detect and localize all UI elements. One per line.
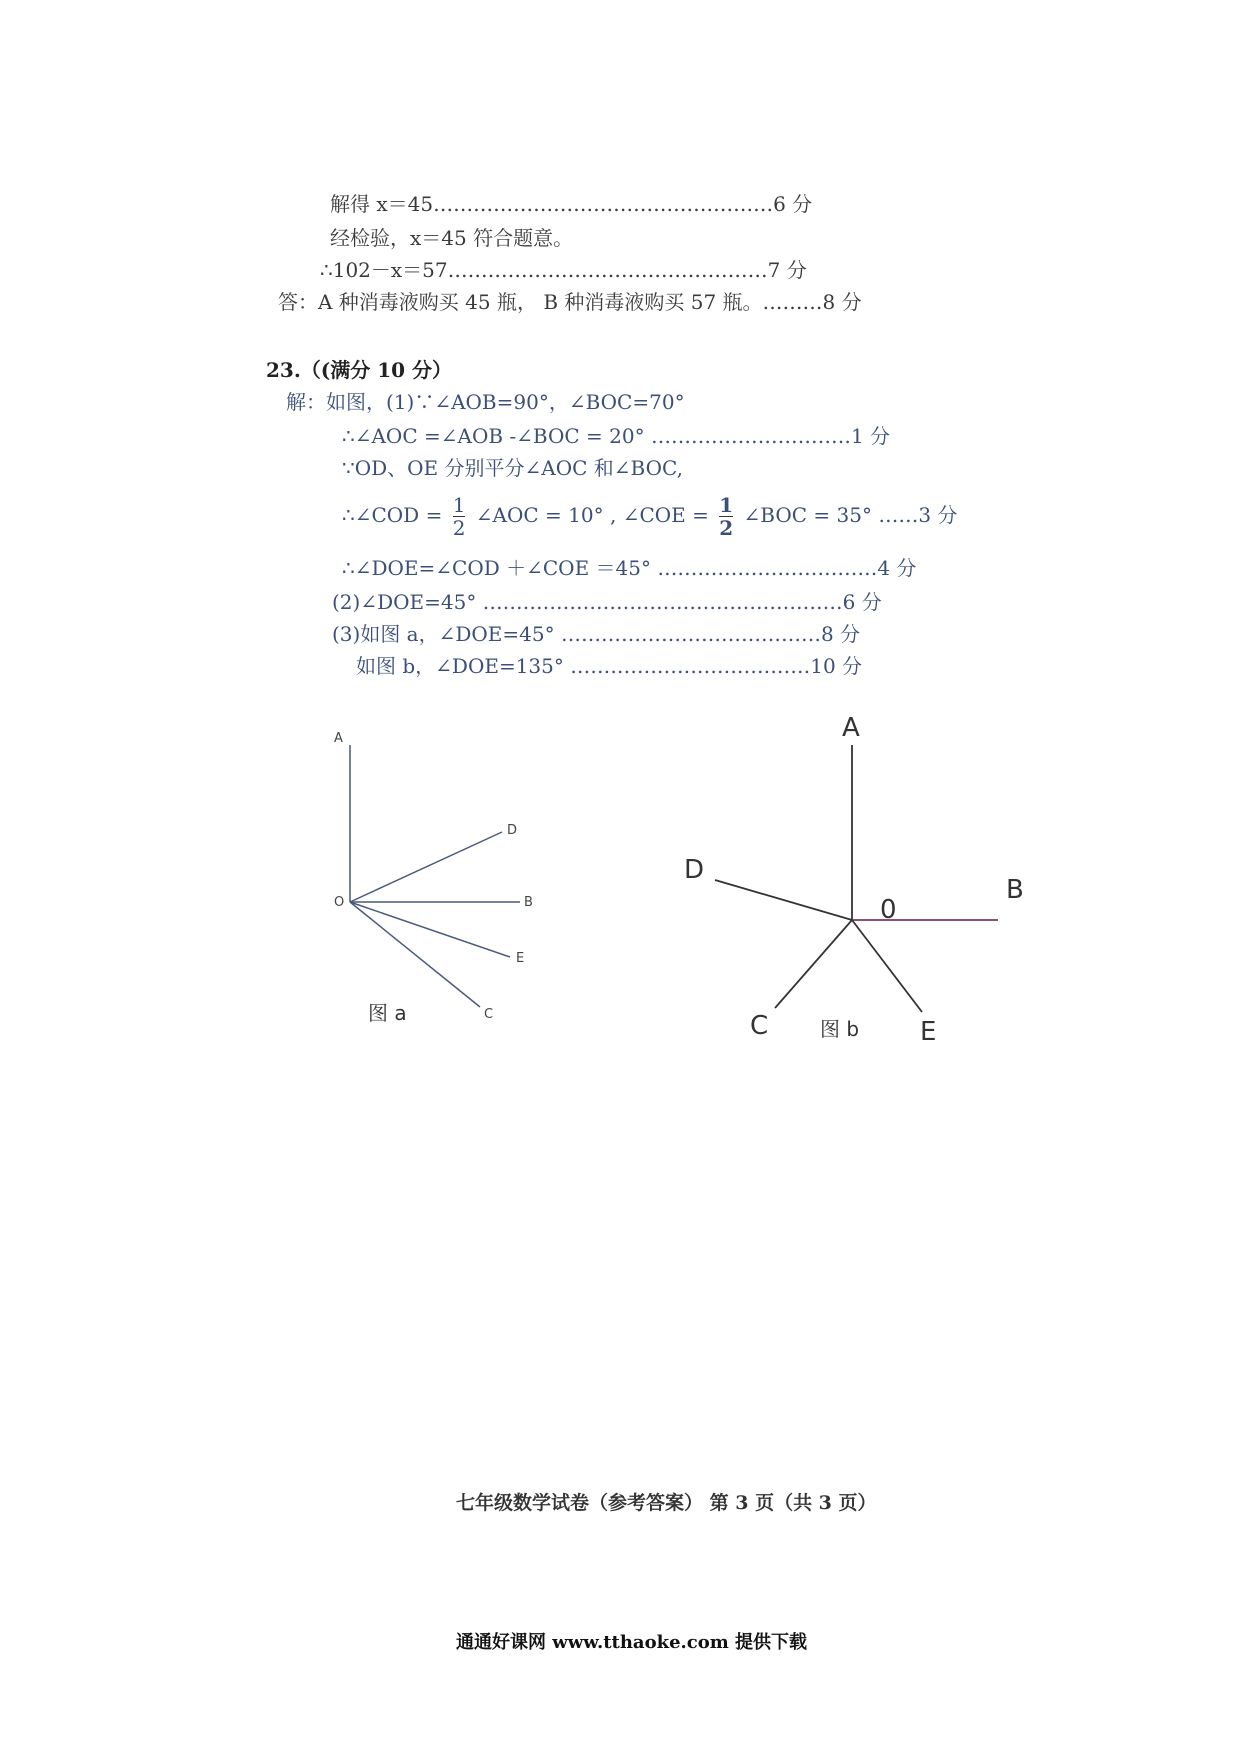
fig-a-label-d: D — [507, 823, 518, 838]
ray-od-b — [715, 880, 852, 920]
solution-step-3: ∵OD、OE 分别平分∠AOC 和∠BOC, — [342, 456, 683, 480]
step-4-part-c: ∠BOC = 35° ……3 分 — [743, 503, 958, 527]
fraction-denominator: 2 — [452, 516, 466, 540]
solution-step-2: ∴∠AOC =∠AOB -∠BOC = 20° …………………………1 分 — [342, 424, 891, 448]
ray-oe — [350, 902, 510, 957]
ray-od — [350, 832, 502, 902]
figure-a — [350, 745, 520, 1007]
solution-part-3b: 如图 b，∠DOE=135° ………………………………10 分 — [356, 654, 863, 678]
step-4-part-a: ∴∠COD = — [342, 503, 443, 527]
fig-a-label-a: A — [334, 731, 343, 746]
fig-b-label-o: 0 — [880, 895, 897, 925]
ray-oe-b — [852, 920, 922, 1012]
fig-b-caption: 图 b — [820, 1017, 860, 1041]
fig-b-label-c: C — [750, 1011, 769, 1041]
download-credit: 通通好课网 www.tthaoke.com 提供下载 — [456, 1632, 808, 1653]
fig-a-label-b: B — [524, 895, 533, 910]
fig-a-label-c: C — [484, 1007, 494, 1022]
answer-line: 答：A 种消毒液购买 45 瓶， B 种消毒液购买 57 瓶。………8 分 — [278, 290, 862, 314]
fig-b-label-b: B — [1006, 875, 1024, 905]
fraction-numerator-2: 1 — [719, 493, 734, 517]
question-23-heading: 23.（(满分 10 分） — [266, 358, 453, 382]
fig-a-label-e: E — [516, 951, 525, 966]
solution-part-3a: (3)如图 a，∠DOE=45° …………………………………8 分 — [332, 622, 861, 646]
solution-part-2: (2)∠DOE=45° ………………………………………………6 分 — [332, 590, 882, 614]
fig-a-caption: 图 a — [368, 1001, 407, 1025]
fraction-numerator: 1 — [452, 493, 466, 517]
solution-step-1: 解：如图，(1)∵∠AOB=90°，∠BOC=70° — [286, 390, 685, 414]
fig-a-label-o: O — [334, 895, 345, 910]
therefore-line: ∴102－x＝57…………………………………………7 分 — [320, 258, 807, 282]
solution-step-5: ∴∠DOE=∠COD ＋∠COE ＝45° ……………………………4 分 — [342, 556, 917, 580]
step-4-part-b: ∠AOC = 10° , ∠COE = — [475, 503, 709, 527]
fig-b-label-a: A — [842, 713, 860, 743]
solve-result-line: 解得 x＝45……………………………………………6 分 — [330, 192, 813, 216]
figure-b — [715, 745, 998, 1012]
fig-b-label-e: E — [920, 1017, 937, 1047]
page-footer: 七年级数学试卷（参考答案） 第 3 页（共 3 页） — [456, 1492, 877, 1514]
fraction-denominator-2: 2 — [719, 516, 734, 540]
ray-oc — [350, 902, 480, 1007]
ray-oc-b — [775, 920, 852, 1008]
fig-b-label-d: D — [684, 855, 705, 885]
check-line: 经检验，x＝45 符合题意。 — [330, 226, 574, 250]
